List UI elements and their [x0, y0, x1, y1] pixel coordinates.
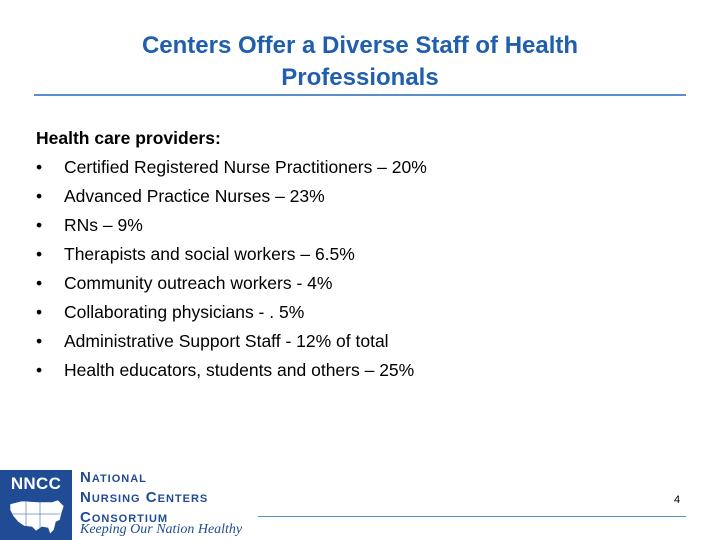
slide-title-line-2: Professionals: [281, 64, 439, 91]
bullet-icon: •: [36, 360, 43, 380]
logo-line-national: National: [80, 469, 147, 486]
providers-heading: Health care providers:: [36, 128, 221, 148]
list-item-text: Collaborating physicians - . 5%: [64, 302, 305, 322]
list-item-text: Administrative Support Staff - 12% of total: [64, 331, 389, 351]
logo-line-nursing-centers: Nursing Centers: [80, 489, 209, 506]
list-item-text: Advanced Practice Nurses – 23%: [64, 186, 325, 206]
nncc-logo: [0, 462, 262, 540]
list-item: [36, 269, 676, 298]
logo-mark-text: NNCC: [10, 474, 62, 493]
logo-tagline: Keeping Our Nation Healthy: [80, 522, 243, 537]
bullet-icon: •: [36, 215, 43, 235]
bullet-icon: •: [36, 273, 43, 293]
bullet-icon: •: [36, 186, 43, 206]
list-item-text: Certified Registered Nurse Practitioners – 20%: [64, 157, 427, 177]
logo-mark: [0, 470, 72, 540]
list-item: [36, 240, 676, 269]
list-item: [36, 211, 676, 240]
list-item-text: Community outreach workers - 4%: [64, 273, 333, 293]
slide-title-line-1: Centers Offer a Diverse Staff of Health: [141, 32, 579, 59]
list-item-text: Health educators, students and others – 25%: [64, 360, 415, 380]
list-item-text: Therapists and social workers – 6.5%: [64, 244, 355, 264]
list-item: [36, 327, 676, 356]
bullet-icon: •: [36, 157, 43, 177]
providers-list: [36, 153, 676, 385]
bullet-icon: •: [36, 331, 43, 351]
list-item: [36, 356, 676, 385]
footer-divider: [258, 516, 686, 517]
logo-line-consortium: Consortium: [80, 509, 169, 526]
slide-body: [36, 124, 676, 385]
list-item-text: RNs – 9%: [64, 215, 143, 235]
list-item: [36, 182, 676, 211]
page-number: 4: [673, 494, 681, 506]
list-item: [36, 298, 676, 327]
list-item: [36, 153, 676, 182]
bullet-icon: •: [36, 244, 43, 264]
logo-wordmark: [80, 468, 262, 528]
bullet-icon: •: [36, 302, 43, 322]
slide-title: [40, 30, 680, 94]
title-divider: [34, 94, 686, 96]
us-map-icon: [8, 498, 66, 536]
